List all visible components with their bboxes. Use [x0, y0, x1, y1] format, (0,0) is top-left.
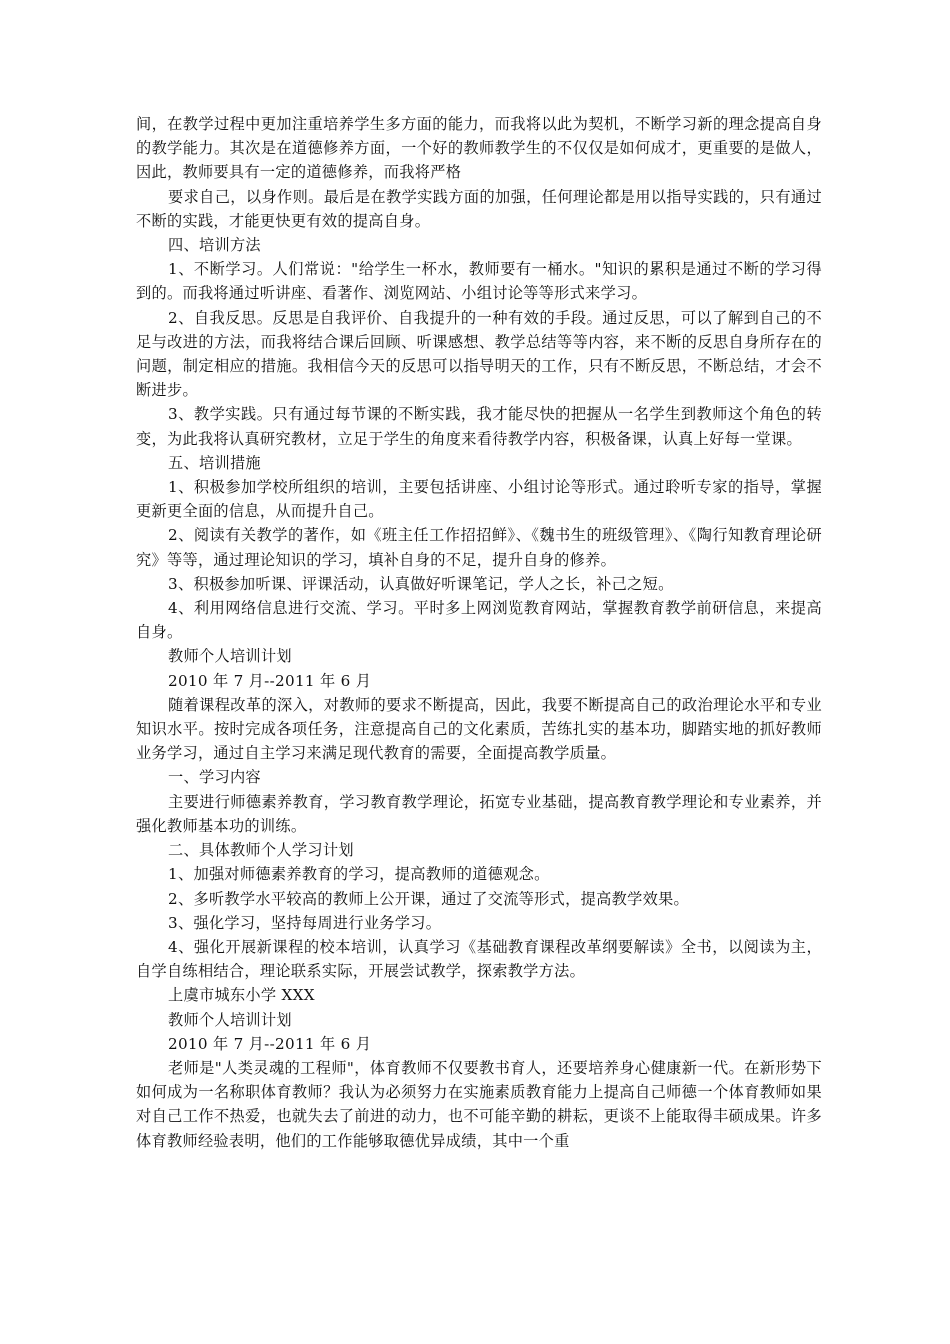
paragraph: 要求自己，以身作则。最后是在教学实践方面的加强，任何理论都是用以指导实践的，只有通过不断的实践，才能更快更有效的提高自身。	[136, 187, 822, 230]
section-heading: 二、具体教师个人学习计划	[168, 841, 354, 860]
paragraph: 4、利用网络信息进行交流、学习。平时多上网浏览教育网站，掌握教育教学前研信息，来提高自身。	[136, 599, 822, 642]
section-heading: 一、学习内容	[168, 768, 261, 787]
signature-line: 上虞市城东小学 XXX	[168, 986, 315, 1005]
paragraph: 3、积极参加听课、评课活动，认真做好听课笔记，学人之长，补己之短。	[168, 574, 674, 593]
paragraph: 主要进行师德素养教育，学习教育教学理论，拓宽专业基础，提高教育教学理论和专业素养，并强化教师基本功的训练。	[136, 792, 822, 835]
paragraph: 1、积极参加学校所组织的培训，主要包括讲座、小组讨论等形式。通过聆听专家的指导，掌握更新更全面的信息，从而提升自己。	[136, 478, 822, 521]
paragraph: 2、自我反思。反思是自我评价、自我提升的一种有效的手段。通过反思，可以了解到自己的不足与改进的方法，而我将结合课后回顾、听课感想、教学总结等等内容，来不断的反思自身所存在的问题，制定相应的措施。我相信今天的反思可以指导明天的工作，只有不断反思，不断总结，才会不断进步。	[136, 308, 822, 400]
date-range: 2010 年 7 月--2011 年 6 月	[168, 671, 372, 690]
paragraph: 1、不断学习。人们常说："给学生一杯水，教师要有一桶水。"知识的累积是通过不断的学习得到的。而我将通过听讲座、看著作、浏览网站、小组讨论等等形式来学习。	[136, 260, 822, 303]
document-body	[136, 112, 822, 1153]
section-heading: 四、培训方法	[168, 236, 261, 255]
paragraph: 老师是"人类灵魂的工程师"，体育教师不仅要教书育人，还要培养身心健康新一代。在新形势下如何成为一名称职体育教师？我认为必须努力在实施素质教育能力上提高自己师德一个体育教师如果对自己工作不热爱，也就失去了前进的动力，也不可能辛勤的耕耘，更谈不上能取得丰硕成果。许多体育教师经验表明，他们的工作能够取德优异成绩，其中一个重	[136, 1058, 822, 1150]
paragraph: 3、强化学习，坚持每周进行业务学习。	[168, 913, 442, 932]
paragraph: 3、教学实践。只有通过每节课的不断实践，我才能尽快的把握从一名学生到教师这个角色的转变，为此我将认真研究教材，立足于学生的角度来看待教学内容，积极备课，认真上好每一堂课。	[136, 405, 822, 448]
paragraph: 间，在教学过程中更加注重培养学生多方面的能力，而我将以此为契机，不断学习新的理念提高自身的教学能力。其次是在道德修养方面，一个好的教师教学生的不仅仅是如何成才，更重要的是做人，因此，教师要具有一定的道德修养，而我将严格	[136, 115, 822, 182]
section-heading: 五、培训措施	[168, 453, 261, 472]
paragraph: 4、强化开展新课程的校本培训，认真学习《基础教育课程改革纲要解读》全书，以阅读为主，自学自练相结合，理论联系实际，开展尝试教学，探索教学方法。	[136, 937, 822, 981]
document-title: 教师个人培训计划	[168, 647, 292, 666]
paragraph: 随着课程改革的深入，对教师的要求不断提高，因此，我要不断提高自己的政治理论水平和专业知识水平。按时完成各项任务，注意提高自己的文化素质，苦练扎实的基本功，脚踏实地的抓好教师业务学习，通过自主学习来满足现代教育的需要，全面提高教学质量。	[136, 695, 822, 763]
paragraph: 2、多听教学水平较高的教师上公开课，通过了交流等形式，提高教学效果。	[168, 889, 690, 908]
document-title: 教师个人培训计划	[168, 1010, 292, 1029]
paragraph: 2、阅读有关教学的著作，如《班主任工作招招鲜》、《魏书生的班级管理》、《陶行知教育理论研究》等等，通过理论知识的学习，填补自身的不足，提升自身的修养。	[136, 526, 822, 569]
date-range: 2010 年 7 月--2011 年 6 月	[168, 1034, 372, 1053]
paragraph: 1、加强对师德素养教育的学习，提高教师的道德观念。	[168, 865, 550, 884]
